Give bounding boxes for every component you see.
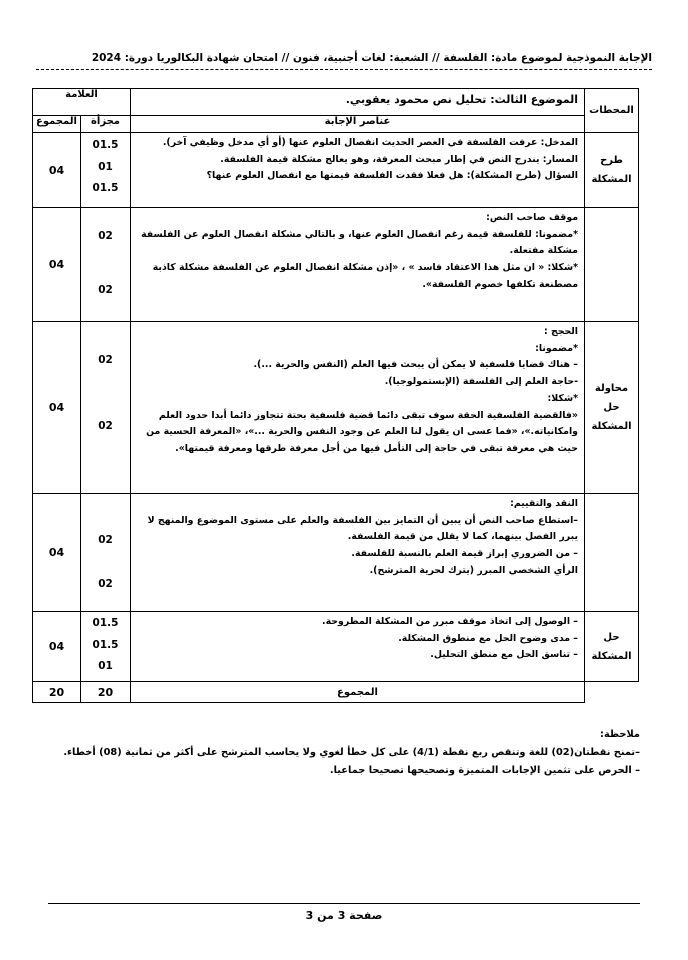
content-line: موقف صاحب النص:	[486, 212, 578, 223]
content-line: – من الضروري إبراز قيمة العلم بالنسبة للفلسفة.	[351, 548, 578, 560]
answer-table	[32, 88, 639, 703]
score: 02	[98, 534, 113, 546]
stages-header: المحطات	[585, 89, 639, 133]
sum-total: 20	[33, 682, 81, 703]
stage-problem-statement: طرح المشكلة	[585, 133, 639, 208]
content-line: – مدى وضوح الحل مع منطوق المشكلة.	[398, 632, 578, 644]
content-line: – تناسق الحل مع منطق التحليل.	[430, 649, 578, 661]
note-item: –تمنح نقطتان(02) للغة وتنقص ربع نقطة (4/1) على كل خطأ لغوي ولا يحاسب المترشح على أكثر من ثمانية (08) أخطاء.	[63, 747, 640, 759]
total-header: المجموع	[33, 116, 81, 133]
note-item: – الحرص على تثمين الإجابات المتميزة وتصحيحها تصحيحا جماعيا.	[329, 765, 640, 777]
partial-scores	[81, 133, 131, 208]
stage-blank	[585, 494, 639, 612]
content-line: الرأي الشخصي المبرر (يترك لحرية المترشح).	[369, 564, 578, 576]
footer-divider	[48, 903, 640, 904]
stage-blank	[585, 208, 639, 322]
partial-scores	[81, 322, 131, 494]
content-line: –استطاع صاحب النص أن يبين أن التمايز بين الفلسفة والعلم على مستوى الموضوع والمنهج لا يبرر الفصل بينهما، كما لا يقلل من قيمة الفلسفة.	[147, 514, 578, 543]
topic-title: الموضوع الثالث: تحليل نص محمود يعقوبي.	[131, 89, 585, 116]
grade-header: العلامة	[33, 89, 131, 116]
section-content	[131, 322, 585, 494]
section-total: 04	[33, 612, 81, 682]
section-total: 04	[33, 133, 81, 208]
page-header: الإجابة النموذجية لموضوع مادة: الفلسفة // الشعبة: لغات أجنبية، فنون // امتحان شهادة البكالوريا دورة: 2024	[36, 52, 652, 70]
partial-scores	[81, 612, 131, 682]
sum-label: المجموع	[131, 682, 585, 703]
notes-title: ملاحظة:	[600, 729, 640, 740]
page-number: صفحة 3 من 3	[305, 909, 383, 922]
section-content	[131, 494, 585, 612]
section-total: 04	[33, 494, 81, 612]
content-line: – الوصول إلى اتخاذ موقف مبرر من المشكلة المطروحة.	[322, 616, 578, 627]
score: 01	[98, 161, 113, 173]
content-line: – هناك قضايا فلسفية لا يمكن أن يبحث فيها العلم (النفس والحرية ...).	[253, 359, 578, 371]
content-line: الحجج :	[543, 326, 578, 337]
section-total: 04	[33, 322, 81, 494]
score: 01	[98, 660, 113, 672]
partial-scores	[81, 208, 131, 322]
score: 02	[98, 230, 113, 242]
score: 01.5	[92, 182, 119, 194]
content-line: النقد والتقييم:	[510, 498, 578, 509]
content-line: المدخل: عرفت الفلسفة في العصر الحديث انفصال العلوم عنها (أو أي مدخل وظيفي آخر).	[162, 137, 578, 148]
partial-header: مجزأة	[81, 116, 131, 133]
section-content	[131, 612, 585, 682]
section-total: 04	[33, 208, 81, 322]
content-line: *مضمونا:	[535, 342, 578, 354]
notes	[36, 726, 640, 780]
content-line: «فالقضية الفلسفية الحقة سوف تبقى دائما قضية فلسفية بحتة تتجاوز دائما أبدا حدود العلم وامكانياته.»، «فما عسى ان يقول لنا العلم عن وجود النفس والحرية ...»، «المعرفة الحسية من حيث هي معرفة تبقى في حاجة إلى التأمل فيها من أجل معرفة طرقها ومعرفة قيمتها».	[146, 409, 578, 455]
content-line: *شكلا: « ان مثل هذا الاعتقاد فاسد » ، «إذن مشكلة انفصال العلوم عن الفلسفة مشكلة كاذبة مصطنعة تكلفها خصوم الفلسفة».	[152, 262, 578, 290]
stage-solution: حل المشكلة	[585, 612, 639, 682]
content-line: المسار: يندرج النص في إطار مبحث المعرفة، وهو يعالج مشكلة قيمة الفلسفة.	[220, 153, 578, 165]
elements-header: عناصر الإجابة	[131, 116, 585, 133]
content-line: *شكلا:	[547, 392, 578, 404]
sum-partial: 20	[81, 682, 131, 703]
content-line: *مضمونا: للفلسفة قيمة رغم انفصال العلوم عنها، و بالتالي مشكلة انفصال العلوم عن الفلسفة مشكلة مفتعلة.	[141, 228, 578, 257]
content-line: السؤال (طرح المشكلة): هل فعلا فقدت الفلسفة قيمتها مع انفصال العلوم عنها؟	[206, 170, 578, 182]
score: 02	[98, 354, 113, 366]
content-line: -حاجة العلم إلى الفلسفة (الإبستمولوجيا).	[384, 376, 578, 388]
score: 01.5	[92, 639, 119, 651]
section-content	[131, 133, 585, 208]
score: 02	[98, 578, 113, 590]
section-content	[131, 208, 585, 322]
partial-scores	[81, 494, 131, 612]
score: 01.5	[92, 617, 119, 629]
score: 02	[98, 284, 113, 296]
score: 02	[98, 420, 113, 432]
stage-attempt-solution: محاولة حل المشكلة	[585, 322, 639, 494]
score: 01.5	[92, 139, 119, 151]
